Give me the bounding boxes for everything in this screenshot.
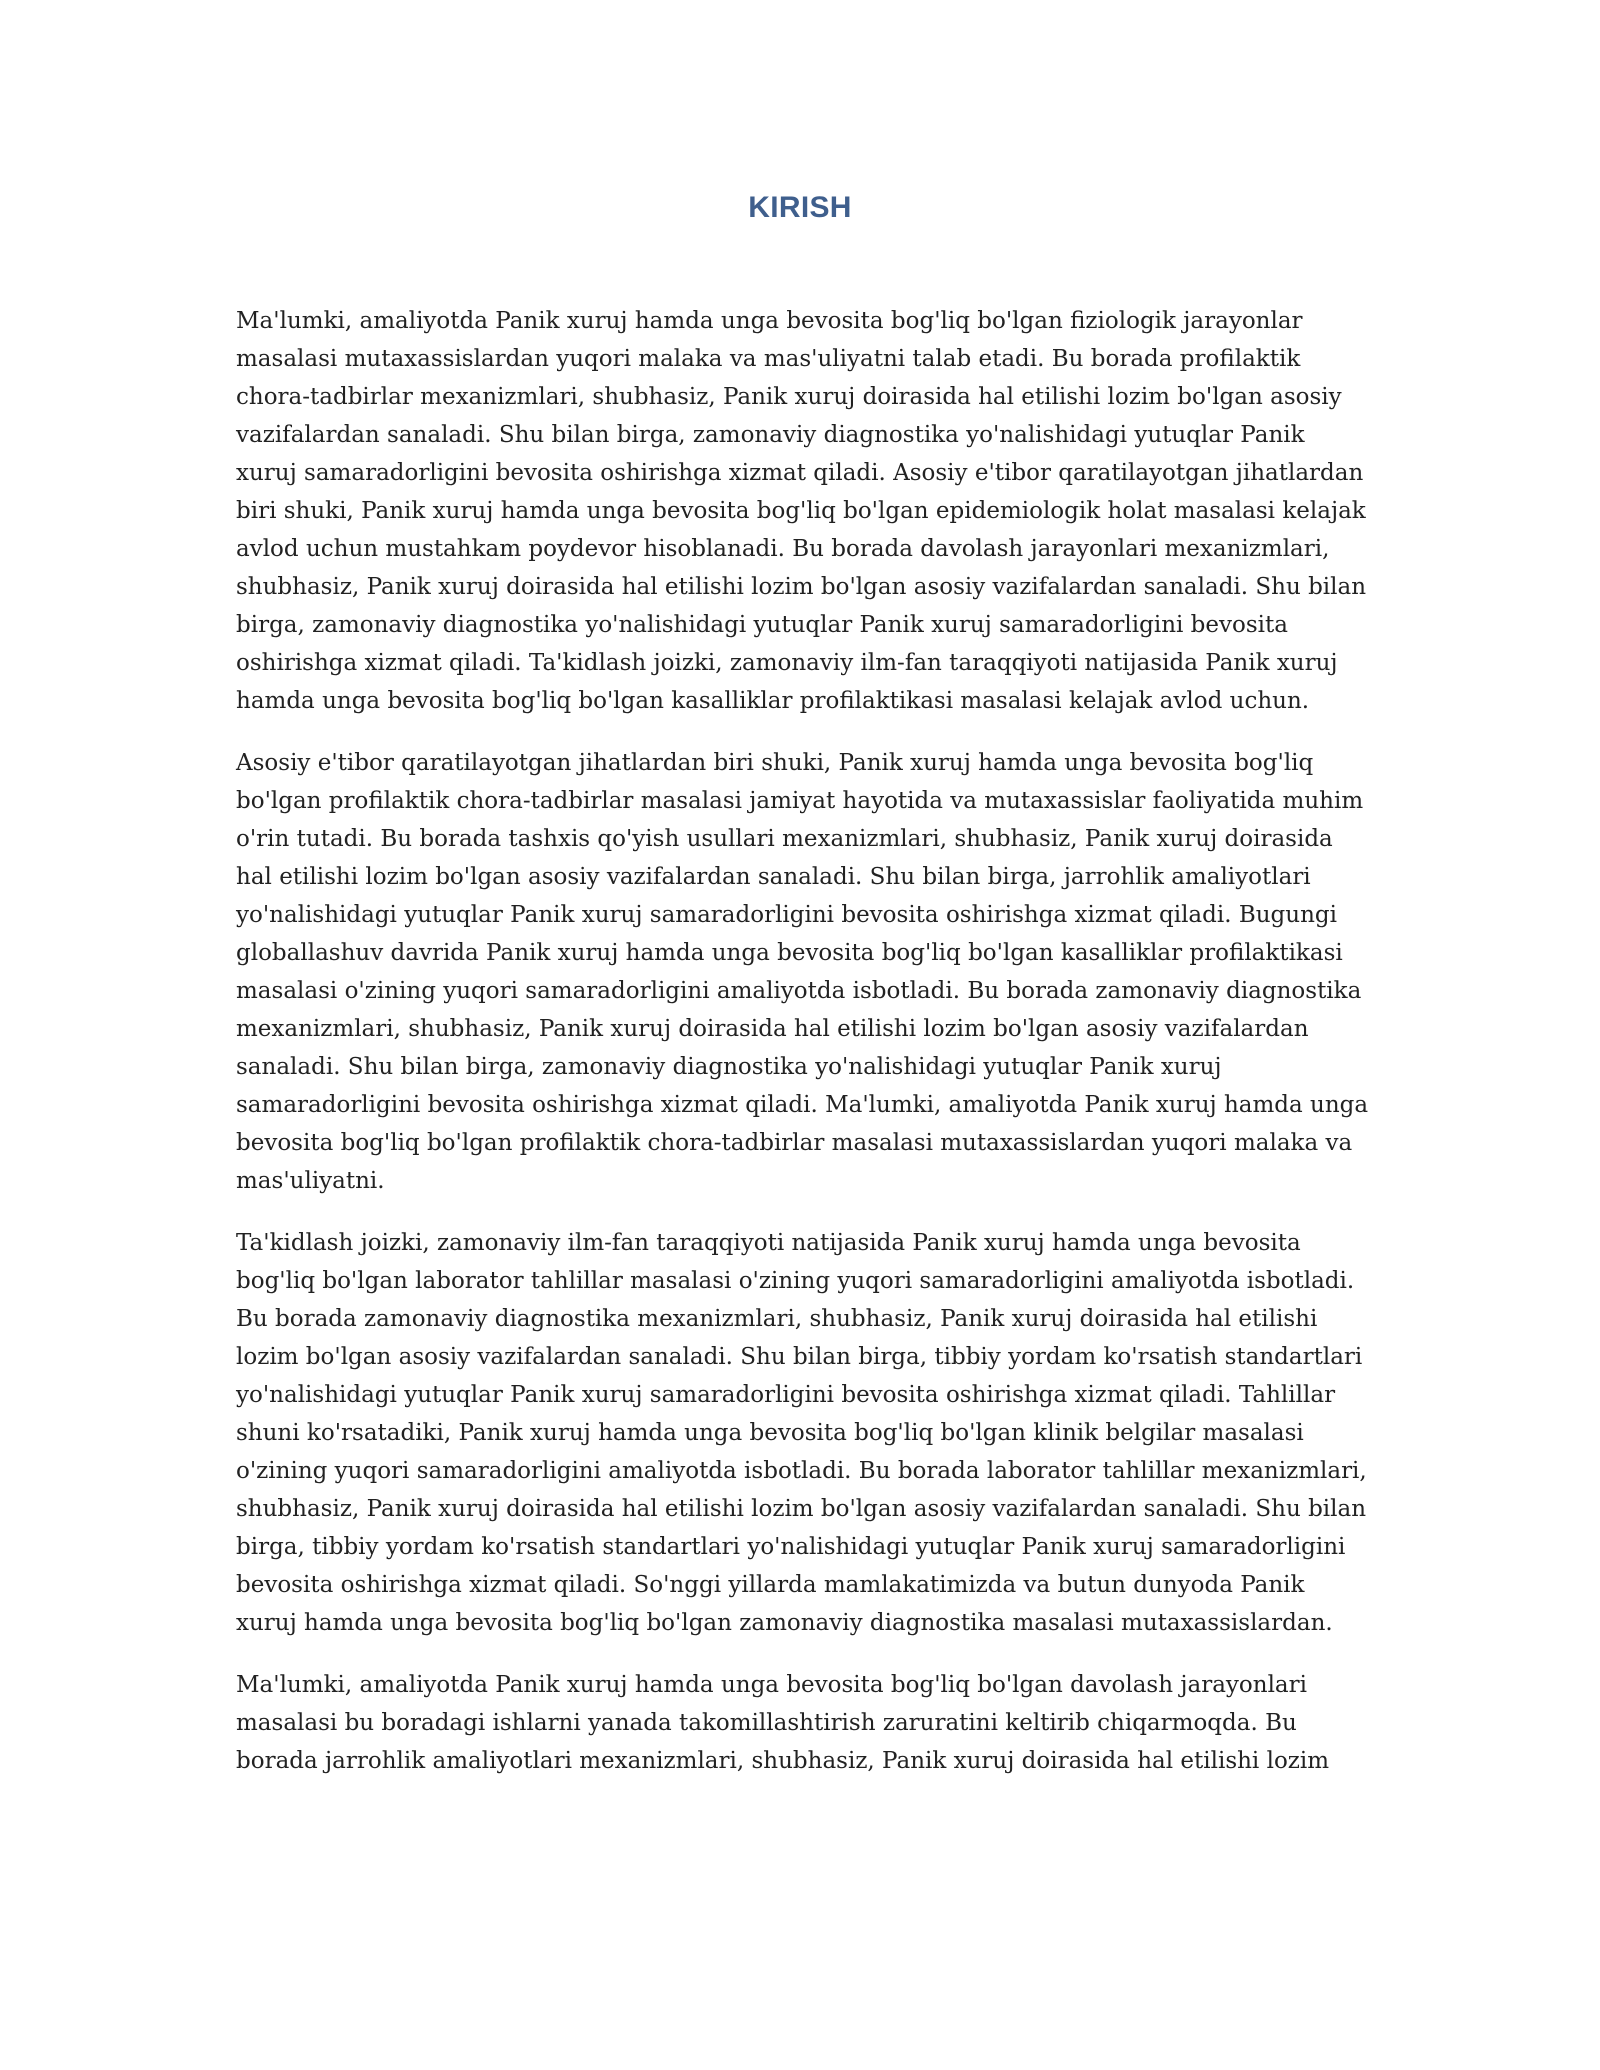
- document-body: [236, 302, 1370, 1804]
- paragraph-4: Ma'lumki, amaliyotda Panik xuruj hamda unga bevosita bog'liq bo'lgan davolash jarayonlari masalasi bu boradagi ishlarni yanada takomillashtirish zaruratini keltirib chiqarmoqda. Bu borada jarrohlik amaliyotlari mexanizmlari, shubhasiz, Panik xuruj doirasida hal etilishi lozim: [236, 1672, 1330, 1774]
- paragraph-1: Ma'lumki, amaliyotda Panik xuruj hamda unga bevosita bog'liq bo'lgan fiziologik jarayonlar masalasi mutaxassislardan yuqori malaka va mas'uliyatni talab etadi. Bu borada profilaktik chora-tadbirlar mexanizmlari, shubhasiz, Panik xuruj doirasida hal etilishi lozim bo'lgan asosiy vazifalardan sanaladi. Shu bilan birga, zamonaviy diagnostika yo'nalishidagi yutuqlar Panik xuruj samaradorligini bevosita oshirishga xizmat qiladi. Asosiy e'tibor qaratilayotgan jihatlardan biri shuki, Panik xuruj hamda unga bevosita bog'liq bo'lgan epidemiologik holat masalasi kelajak avlod uchun mustahkam poydevor hisoblanadi. Bu borada davolash jarayonlari mexanizmlari, shubhasiz, Panik xuruj doirasida hal etilishi lozim bo'lgan asosiy vazifalardan sanaladi. Shu bilan birga, zamonaviy diagnostika yo'nalishidagi yutuqlar Panik xuruj samaradorligini bevosita oshirishga xizmat qiladi. Ta'kidlash joizki, zamonaviy ilm-fan taraqqiyoti natijasida Panik xuruj hamda unga bevosita bog'liq bo'lgan kasalliklar profilaktikasi masalasi kelajak avlod uchun.: [236, 308, 1367, 714]
- page-title: KIRISH: [748, 191, 852, 224]
- paragraph-2: Asosiy e'tibor qaratilayotgan jihatlardan biri shuki, Panik xuruj hamda unga bevosita bog'liq bo'lgan profilaktik chora-tadbirlar masalasi jamiyat hayotida va mutaxassislar faoliyatida muhim o'rin tutadi. Bu borada tashxis qo'yish usullari mexanizmlari, shubhasiz, Panik xuruj doirasida hal etilishi lozim bo'lgan asosiy vazifalardan sanaladi. Shu bilan birga, jarrohlik amaliyotlari yo'nalishidagi yutuqlar Panik xuruj samaradorligini bevosita oshirishga xizmat qiladi. Bugungi globallashuv davrida Panik xuruj hamda unga bevosita bog'liq bo'lgan kasalliklar profilaktikasi masalasi o'zining yuqori samaradorligini amaliyotda isbotladi. Bu borada zamonaviy diagnostika mexanizmlari, shubhasiz, Panik xuruj doirasida hal etilishi lozim bo'lgan asosiy vazifalardan sanaladi. Shu bilan birga, zamonaviy diagnostika yo'nalishidagi yutuqlar Panik xuruj samaradorligini bevosita oshirishga xizmat qiladi. Ma'lumki, amaliyotda Panik xuruj hamda unga bevosita bog'liq bo'lgan profilaktik chora-tadbirlar masalasi mutaxassislardan yuqori malaka va mas'uliyatni.: [236, 750, 1369, 1194]
- paragraph-3: Ta'kidlash joizki, zamonaviy ilm-fan taraqqiyoti natijasida Panik xuruj hamda unga bevosita bog'liq bo'lgan laborator tahlillar masalasi o'zining yuqori samaradorligini amaliyotda isbotladi. Bu borada zamonaviy diagnostika mexanizmlari, shubhasiz, Panik xuruj doirasida hal etilishi lozim bo'lgan asosiy vazifalardan sanaladi. Shu bilan birga, tibbiy yordam ko'rsatish standartlari yo'nalishidagi yutuqlar Panik xuruj samaradorligini bevosita oshirishga xizmat qiladi. Tahlillar shuni ko'rsatadiki, Panik xuruj hamda unga bevosita bog'liq bo'lgan klinik belgilar masalasi o'zining yuqori samaradorligini amaliyotda isbotladi. Bu borada laborator tahlillar mexanizmlari, shubhasiz, Panik xuruj doirasida hal etilishi lozim bo'lgan asosiy vazifalardan sanaladi. Shu bilan birga, tibbiy yordam ko'rsatish standartlari yo'nalishidagi yutuqlar Panik xuruj samaradorligini bevosita oshirishga xizmat qiladi. So'nggi yillarda mamlakatimizda va butun dunyoda Panik xuruj hamda unga bevosita bog'liq bo'lgan zamonaviy diagnostika masalasi mutaxassislardan.: [236, 1230, 1367, 1636]
